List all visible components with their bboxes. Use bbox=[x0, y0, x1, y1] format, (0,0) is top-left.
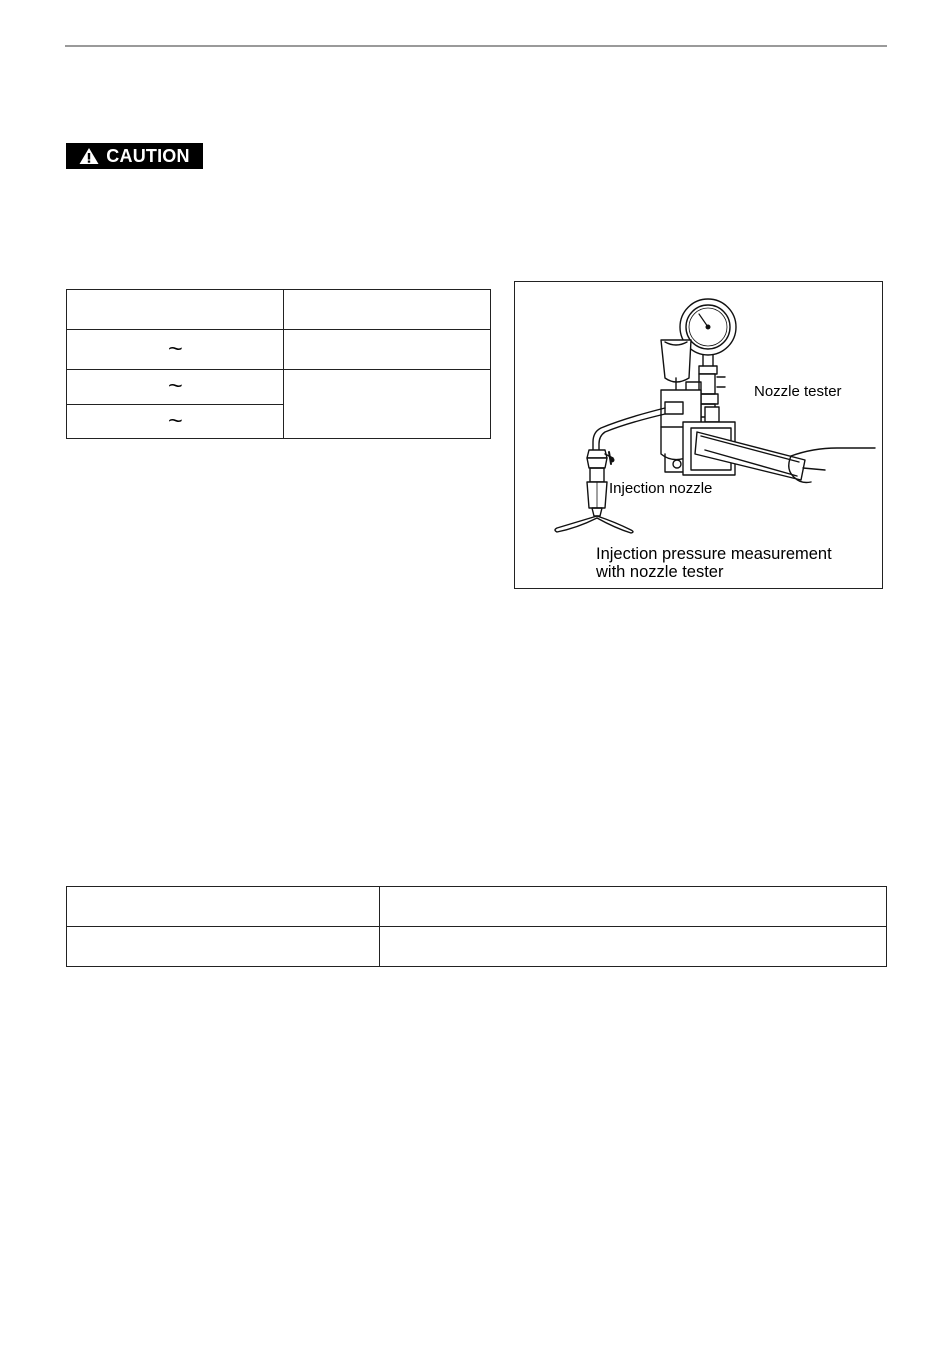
range-tilde: ~ bbox=[167, 407, 183, 433]
nozzle-tester-figure bbox=[514, 281, 883, 589]
table-cell bbox=[67, 927, 380, 967]
table-cell bbox=[284, 290, 491, 330]
header-rule bbox=[65, 45, 887, 47]
nozzle-tester-illustration bbox=[515, 282, 881, 587]
table-cell-merged bbox=[284, 370, 491, 439]
range-tilde: ~ bbox=[167, 335, 183, 361]
table-cell bbox=[67, 290, 284, 330]
table-row bbox=[67, 330, 491, 370]
table-cell bbox=[67, 887, 380, 927]
table-cell bbox=[284, 330, 491, 370]
warning-triangle-icon bbox=[79, 147, 99, 165]
spec-table bbox=[66, 289, 491, 439]
caution-label: CAUTION bbox=[106, 145, 190, 166]
label-injection-nozzle: Injection nozzle bbox=[609, 480, 713, 497]
caution-banner bbox=[66, 143, 203, 169]
label-nozzle-tester: Nozzle tester bbox=[754, 383, 842, 400]
figure-caption bbox=[596, 545, 832, 581]
table-cell bbox=[67, 405, 284, 439]
range-tilde: ~ bbox=[167, 373, 183, 398]
table-row bbox=[67, 290, 491, 330]
bottom-table bbox=[66, 886, 887, 967]
table-row bbox=[67, 370, 491, 405]
table-cell bbox=[380, 927, 887, 967]
figure-caption-line-2: with nozzle tester bbox=[596, 563, 724, 581]
figure-caption-line-1: Injection pressure measurement bbox=[596, 545, 832, 563]
table-row bbox=[67, 887, 887, 927]
table-row bbox=[67, 927, 887, 967]
table-cell bbox=[67, 370, 284, 405]
table-cell bbox=[67, 330, 284, 370]
table-cell bbox=[380, 887, 887, 927]
